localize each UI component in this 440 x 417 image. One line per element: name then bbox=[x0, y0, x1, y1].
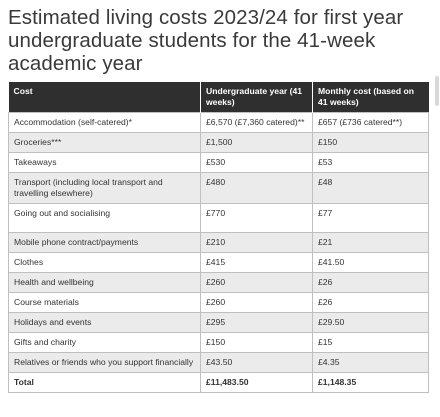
table-row bbox=[9, 353, 429, 373]
year-cost: £480 bbox=[201, 173, 313, 204]
year-cost: £260 bbox=[201, 293, 313, 313]
table-row bbox=[9, 313, 429, 333]
table-row bbox=[9, 253, 429, 273]
cost-item: Health and wellbeing bbox=[9, 273, 201, 293]
table-header-row bbox=[9, 82, 429, 113]
cost-item: Takeaways bbox=[9, 153, 201, 173]
living-costs-section bbox=[8, 0, 428, 393]
scrollbar-thumb[interactable] bbox=[435, 76, 439, 106]
table-row bbox=[9, 113, 429, 133]
total-label: Total bbox=[9, 373, 201, 393]
monthly-cost: £48 bbox=[313, 173, 429, 204]
cost-item: Going out and socialising bbox=[9, 204, 201, 233]
cost-item: Relatives or friends who you support financially bbox=[9, 353, 201, 373]
cost-item: Holidays and events bbox=[9, 313, 201, 333]
year-cost: £1,500 bbox=[201, 133, 313, 153]
table-row bbox=[9, 173, 429, 204]
scrollbar-track[interactable] bbox=[434, 0, 440, 417]
monthly-cost: £53 bbox=[313, 153, 429, 173]
table-row bbox=[9, 293, 429, 313]
year-cost: £770 bbox=[201, 204, 313, 233]
living-costs-table bbox=[8, 82, 429, 393]
year-cost: £210 bbox=[201, 233, 313, 253]
year-cost: £150 bbox=[201, 333, 313, 353]
year-cost: £415 bbox=[201, 253, 313, 273]
year-cost: £530 bbox=[201, 153, 313, 173]
monthly-cost: £26 bbox=[313, 273, 429, 293]
cost-item: Transport (including local transport and travelling elsewhere) bbox=[9, 173, 201, 204]
table-row bbox=[9, 153, 429, 173]
table-row bbox=[9, 204, 429, 233]
table-row bbox=[9, 133, 429, 153]
year-cost: £295 bbox=[201, 313, 313, 333]
column-header-cost: Cost bbox=[9, 82, 201, 113]
page-title: Estimated living costs 2023/24 for first year undergraduate students for the 41-week academic year bbox=[8, 6, 404, 75]
monthly-cost: £77 bbox=[313, 204, 429, 233]
cost-item: Mobile phone contract/payments bbox=[9, 233, 201, 253]
year-cost: £43.50 bbox=[201, 353, 313, 373]
monthly-cost: £26 bbox=[313, 293, 429, 313]
monthly-cost: £4.35 bbox=[313, 353, 429, 373]
total-year-cost: £11,483.50 bbox=[201, 373, 313, 393]
year-cost: £260 bbox=[201, 273, 313, 293]
cost-item: Course materials bbox=[9, 293, 201, 313]
column-header-undergraduate-year: Undergraduate year (41 weeks) bbox=[201, 82, 313, 113]
cost-item: Gifts and charity bbox=[9, 333, 201, 353]
total-monthly-cost: £1,148.35 bbox=[313, 373, 429, 393]
cost-item: Groceries*** bbox=[9, 133, 201, 153]
year-cost: £6,570 (£7,360 catered)** bbox=[201, 113, 313, 133]
monthly-cost: £21 bbox=[313, 233, 429, 253]
table-row bbox=[9, 273, 429, 293]
table-total-row bbox=[9, 373, 429, 393]
monthly-cost: £41.50 bbox=[313, 253, 429, 273]
column-header-monthly-cost: Monthly cost (based on 41 weeks) bbox=[313, 82, 429, 113]
table-row bbox=[9, 233, 429, 253]
monthly-cost: £657 (£736 catered**) bbox=[313, 113, 429, 133]
cost-item: Accommodation (self-catered)* bbox=[9, 113, 201, 133]
cost-item: Clothes bbox=[9, 253, 201, 273]
monthly-cost: £29.50 bbox=[313, 313, 429, 333]
table-row bbox=[9, 333, 429, 353]
monthly-cost: £150 bbox=[313, 133, 429, 153]
monthly-cost: £15 bbox=[313, 333, 429, 353]
